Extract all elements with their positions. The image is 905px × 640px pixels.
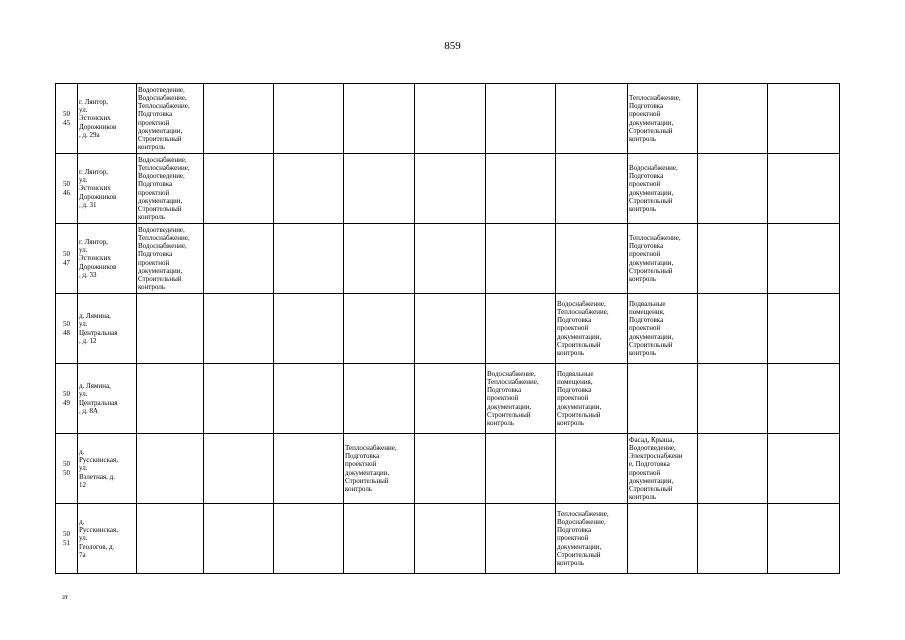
works-cell [274, 154, 344, 224]
works-cell: Фасад, Крыша, Водоотведение, Электроснабжени е, Подготовка проектной документации, Строительный контроль [628, 434, 698, 504]
row-number-cell: 50 50 [56, 434, 78, 504]
address-cell: д. Лямина, ул. Центральная , д. 8А [78, 364, 137, 434]
works-cell [274, 294, 344, 364]
works-cell [204, 294, 274, 364]
works-cell [204, 154, 274, 224]
works-cell [556, 224, 628, 294]
works-cell: Водоснабжение, Подготовка проектной документации, Строительный контроль [628, 154, 698, 224]
works-cell: Теплоснабжение, Подготовка проектной документации, Строительный контроль [628, 224, 698, 294]
works-cell: Водоотведение, Водоснабжение, Теплоснабжение, Подготовка проектной документации, Строительный контроль [137, 84, 204, 154]
works-cell [486, 434, 556, 504]
works-cell: Водоснабжение, Теплоснабжение, Подготовка проектной документации, Строительный контроль [556, 294, 628, 364]
row-number-cell: 50 45 [56, 84, 78, 154]
works-cell [204, 504, 274, 574]
works-cell: Теплоснабжение, Водоснабжение, Подготовка проектной документации, Строительный контроль [556, 504, 628, 574]
address-cell: г. Лянтор, ул. Эстонских Дорожников , д. 31 [78, 154, 137, 224]
works-cell [344, 224, 415, 294]
works-cell [415, 84, 486, 154]
works-cell [768, 434, 840, 504]
works-cell [344, 504, 415, 574]
works-cell: Водоснабжение, Теплоснабжение, Подготовка проектной документации, Строительный контроль [486, 364, 556, 434]
works-cell [698, 84, 768, 154]
works-cell [204, 224, 274, 294]
works-cell: Теплоснабжение, Подготовка проектной документации, Строительный контроль [344, 434, 415, 504]
works-cell [486, 84, 556, 154]
works-cell [415, 294, 486, 364]
table-row [56, 434, 840, 504]
works-cell [415, 434, 486, 504]
row-number-cell: 50 48 [56, 294, 78, 364]
row-number-cell: 50 51 [56, 504, 78, 574]
works-cell: Подвальные помещения, Подготовка проектной документации, Строительный контроль [628, 294, 698, 364]
works-cell [698, 294, 768, 364]
works-cell [698, 364, 768, 434]
works-cell [698, 224, 768, 294]
works-cell [486, 154, 556, 224]
works-cell [486, 504, 556, 574]
works-cell [274, 434, 344, 504]
works-cell [415, 154, 486, 224]
table-row [56, 504, 840, 574]
works-cell [274, 504, 344, 574]
table-body [56, 84, 840, 574]
works-cell [274, 84, 344, 154]
address-cell: д. Лямина, ул. Центральная , д. 12 [78, 294, 137, 364]
address-cell: г. Лянтор, ул. Эстонских Дорожников , д. 33 [78, 224, 137, 294]
works-cell [344, 364, 415, 434]
works-cell [768, 224, 840, 294]
works-cell: Водоотведение, Теплоснабжение, Водоснабжение, Подготовка проектной документации, Строительный контроль [137, 224, 204, 294]
works-cell [137, 294, 204, 364]
works-cell [204, 434, 274, 504]
works-cell [486, 294, 556, 364]
row-number-cell: 50 46 [56, 154, 78, 224]
works-cell [344, 294, 415, 364]
works-cell [556, 434, 628, 504]
works-cell [698, 504, 768, 574]
works-cell [556, 154, 628, 224]
works-cell [768, 364, 840, 434]
works-cell [698, 154, 768, 224]
works-cell [698, 434, 768, 504]
works-cell [768, 84, 840, 154]
works-cell: Подвальные помещения, Подготовка проектной документации, Строительный контроль [556, 364, 628, 434]
table-row [56, 294, 840, 364]
row-number-cell: 50 49 [56, 364, 78, 434]
table-row [56, 154, 840, 224]
works-cell [137, 364, 204, 434]
works-cell [415, 504, 486, 574]
table-row [56, 224, 840, 294]
works-cell [486, 224, 556, 294]
footer-code: зт [62, 593, 68, 601]
works-cell [768, 154, 840, 224]
works-cell: Водоснабжение, Теплоснабжение, Водоотведение, Подготовка проектной документации, Строительный контроль [137, 154, 204, 224]
table-row [56, 84, 840, 154]
works-cell [344, 84, 415, 154]
works-cell [137, 504, 204, 574]
works-cell [344, 154, 415, 224]
works-cell [137, 434, 204, 504]
works-cell [415, 364, 486, 434]
address-cell: д. Русскинская, ул. Геологов, д. 7а [78, 504, 137, 574]
works-cell [768, 294, 840, 364]
works-cell [628, 364, 698, 434]
works-cell [768, 504, 840, 574]
address-cell: г. Лянтор, ул. Эстонских Дорожников , д. 29а [78, 84, 137, 154]
row-number-cell: 50 47 [56, 224, 78, 294]
works-cell: Теплоснабжение, Подготовка проектной документации, Строительный контроль [628, 84, 698, 154]
page-number: 859 [444, 40, 461, 52]
address-cell: д. Русскинская, ул. Взлетная, д. 12 [78, 434, 137, 504]
works-cell [274, 364, 344, 434]
works-table [55, 83, 840, 574]
works-cell [204, 364, 274, 434]
works-cell [204, 84, 274, 154]
works-cell [628, 504, 698, 574]
works-cell [415, 224, 486, 294]
table-row [56, 364, 840, 434]
works-cell [556, 84, 628, 154]
works-cell [274, 224, 344, 294]
